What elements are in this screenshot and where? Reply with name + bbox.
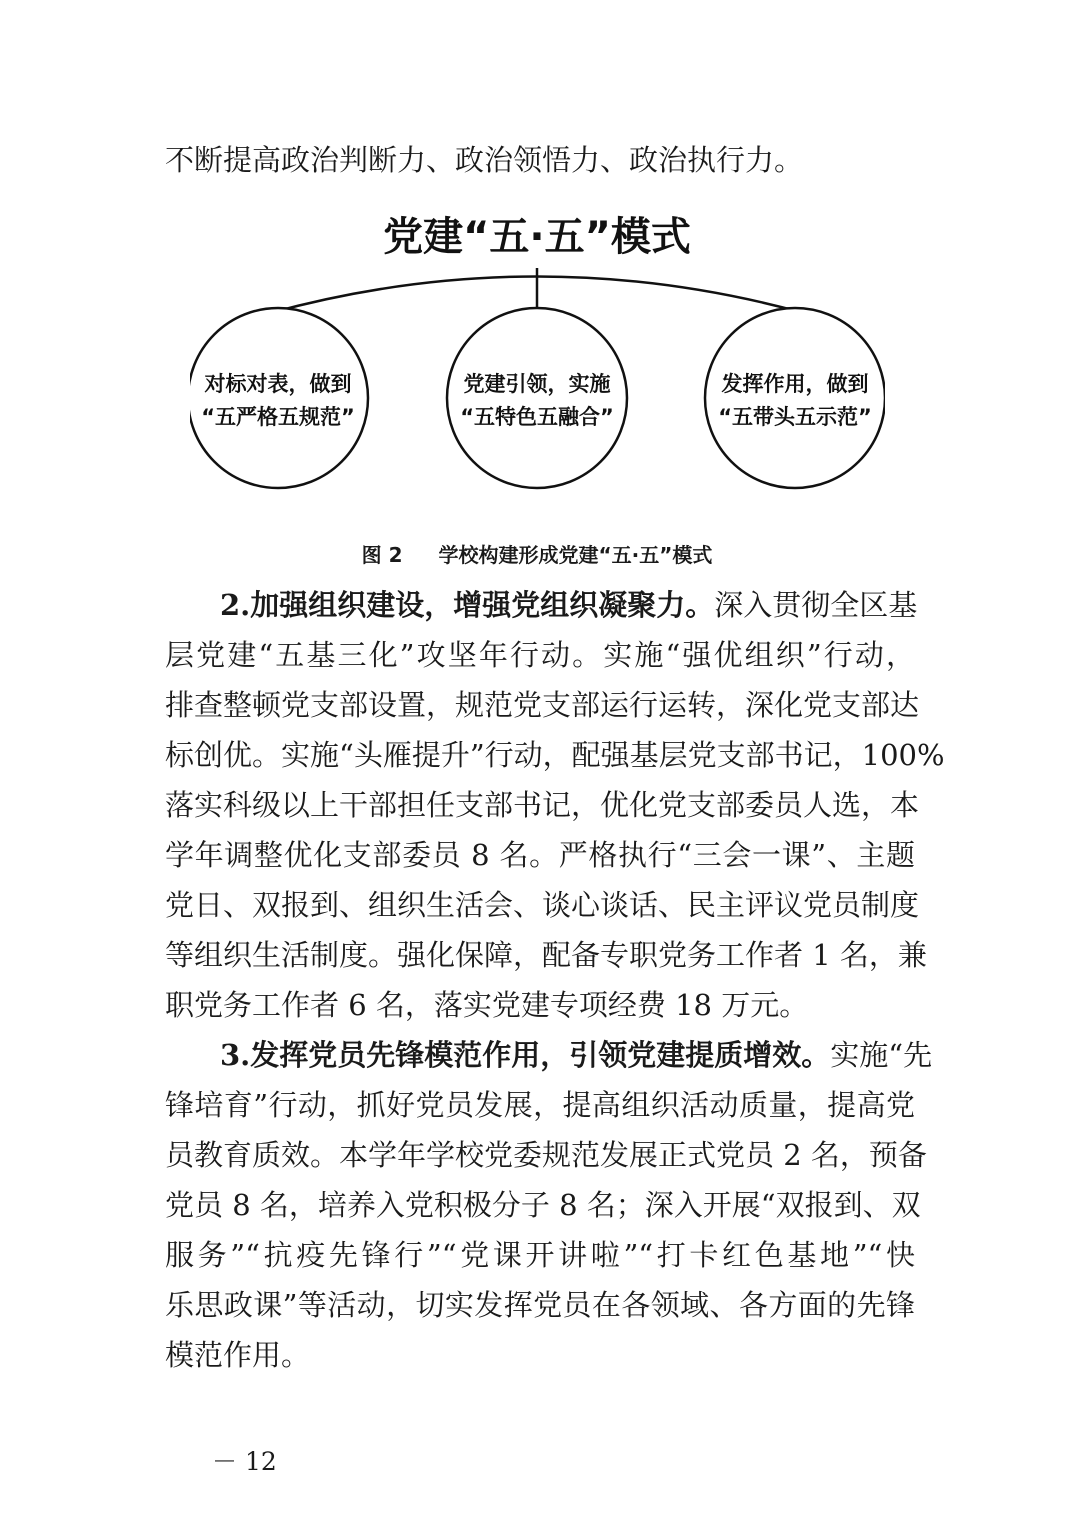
section2-line: 排查整顿党支部设置，规范党支部运行运转，深化党支部达	[165, 688, 920, 722]
section3-line: 锋培育”行动，抓好党员发展，提高组织活动质量，提高党	[165, 1088, 915, 1122]
section2-line: 深入贯彻全区基	[714, 588, 918, 622]
circle-right-line1: 发挥作用，做到	[721, 372, 869, 396]
section2-line: 层党建“五基三化”攻坚年行动。实施“强优组织”行动，	[165, 638, 915, 672]
circle-middle	[447, 308, 627, 488]
section3-line: 乐思政课”等活动，切实发挥党员在各领域、各方面的先锋	[165, 1288, 915, 1322]
circle-middle-line2: “五特色五融合”	[460, 405, 614, 429]
intro-text-line: 不断提高政治判断力、政治领悟力、政治执行力。	[165, 143, 804, 177]
circle-middle-line1: 党建引领，实施	[463, 372, 611, 396]
circle-left-line1: 对标对表，做到	[204, 372, 352, 396]
section3-line: 实施“先	[830, 1038, 933, 1072]
section3-line: 党员 8 名，培养入党积极分子 8 名；深入开展“双报到、双	[165, 1188, 921, 1222]
circle-right-line2: “五带头五示范”	[718, 405, 872, 429]
section3-line: 服务”“抗疫先锋行”“党课开讲啦”“打卡红色基地”“快	[165, 1238, 915, 1272]
figure-caption	[0, 538, 1074, 572]
circle-right	[705, 308, 885, 488]
section2-line: 标创优。实施“头雁提升”行动，配强基层党支部书记，100%	[165, 738, 945, 772]
circle-left-line2: “五严格五规范”	[201, 405, 355, 429]
section2-first-line	[165, 580, 918, 630]
section3-line: 模范作用。	[165, 1338, 311, 1372]
section2-line: 职党务工作者 6 名，落实党建专项经费 18 万元。	[165, 988, 809, 1022]
section3-first-line	[165, 1030, 933, 1080]
figure-number: 图 2	[361, 543, 403, 567]
section3-heading: 3.发挥党员先锋模范作用，引领党建提质增效。	[220, 1038, 831, 1072]
section2-line: 落实科级以上干部担任支部书记，优化党支部委员人选，本	[165, 788, 920, 822]
party-building-diagram	[190, 205, 885, 500]
section2-line: 等组织生活制度。强化保障，配备专职党务工作者 1 名，兼	[165, 938, 927, 972]
figure-caption-text: 学校构建形成党建“五·五”模式	[438, 543, 713, 567]
page-number: － 12	[212, 1447, 277, 1476]
section2-line: 党日、双报到、组织生活会、谈心谈话、民主评议党员制度	[165, 888, 920, 922]
diagram-title: 党建“五·五”模式	[383, 214, 691, 260]
section3-line: 员教育质效。本学年学校党委规范发展正式党员 2 名，预备	[165, 1138, 927, 1172]
circle-left	[190, 308, 368, 488]
section2-line: 学年调整优化支部委员 8 名。严格执行“三会一课”、主题	[165, 838, 915, 872]
section2-heading: 2.加强组织建设，增强党组织凝聚力。	[220, 588, 715, 622]
